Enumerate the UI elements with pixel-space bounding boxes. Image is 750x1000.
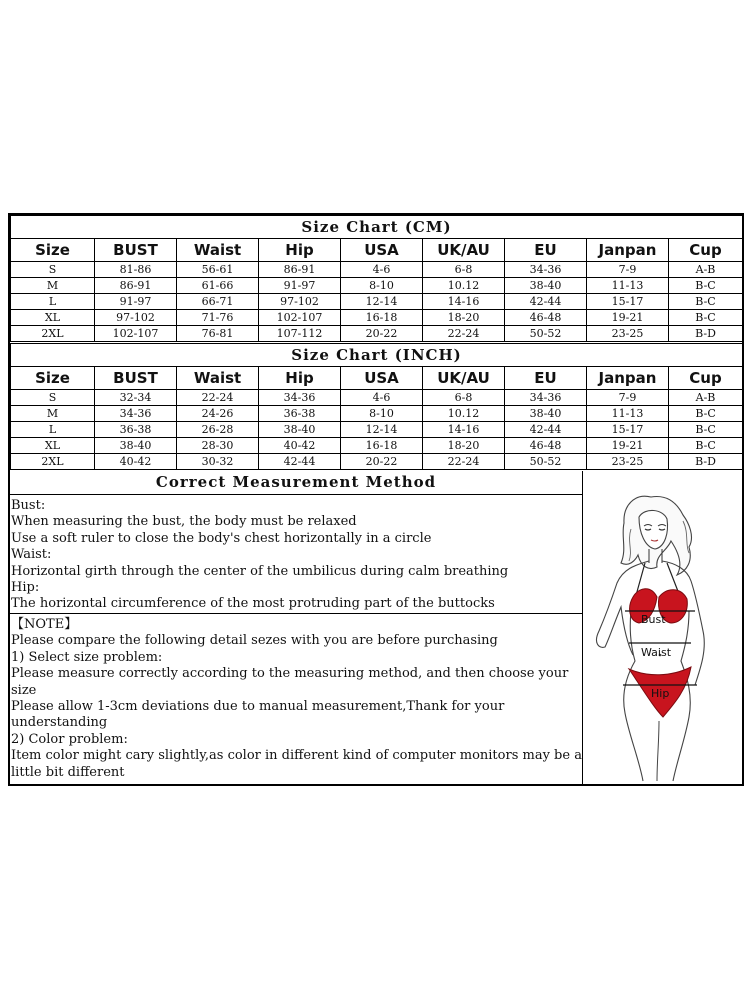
note-line: 【NOTE】 — [11, 617, 78, 632]
table-cell: 34-36 — [505, 262, 587, 278]
table-row — [11, 310, 743, 326]
table-cell: B-D — [669, 326, 743, 342]
column-header: USA — [341, 367, 423, 390]
column-header: Janpan — [587, 367, 669, 390]
column-header: Hip — [259, 367, 341, 390]
table-cell: B-C — [669, 422, 743, 438]
method-line: Waist: — [11, 547, 52, 563]
table-cell: M — [11, 406, 95, 422]
table-cell: 28-30 — [177, 438, 259, 454]
column-header: Cup — [669, 367, 743, 390]
table-cell: 38-40 — [505, 406, 587, 422]
measurement-method-title: Correct Measurement Method — [10, 471, 583, 495]
table-cell: 50-52 — [505, 454, 587, 470]
table-cell: 6-8 — [423, 390, 505, 406]
table-cell: 10.12 — [423, 406, 505, 422]
note-line: Please measure correctly according to the measuring method, and then choose your size — [11, 666, 569, 698]
waist-label: Waist — [641, 646, 672, 659]
table-cell: 97-102 — [95, 310, 177, 326]
column-header: Cup — [669, 239, 743, 262]
note-line: Item color might cary slightly,as color in different kind of computer monitors may be a little bit different — [11, 748, 582, 780]
table-cell: 14-16 — [423, 294, 505, 310]
table-cell: S — [11, 262, 95, 278]
table-cell: B-C — [669, 406, 743, 422]
table-cell: 22-24 — [423, 326, 505, 342]
cm-table-title: Size Chart (CM) — [11, 216, 743, 239]
method-line: The horizontal circumference of the most protruding part of the buttocks — [11, 596, 495, 612]
column-header: Janpan — [587, 239, 669, 262]
table-cell: 61-66 — [177, 278, 259, 294]
table-row — [11, 294, 743, 310]
column-header: Size — [11, 367, 95, 390]
column-header: BUST — [95, 239, 177, 262]
table-cell: 42-44 — [259, 454, 341, 470]
note-line: 1) Select size problem: — [11, 649, 163, 665]
table-cell: 20-22 — [341, 326, 423, 342]
table-cell: 18-20 — [423, 310, 505, 326]
table-cell: 46-48 — [505, 310, 587, 326]
table-cell: A-B — [669, 390, 743, 406]
table-cell: L — [11, 422, 95, 438]
table-cell: 15-17 — [587, 422, 669, 438]
table-cell: 32-34 — [95, 390, 177, 406]
table-cell: 30-32 — [177, 454, 259, 470]
hip-label: Hip — [651, 687, 670, 700]
table-row — [11, 438, 743, 454]
table-cell: B-C — [669, 294, 743, 310]
table-cell: 19-21 — [587, 438, 669, 454]
table-cell: B-C — [669, 438, 743, 454]
column-header: Hip — [259, 239, 341, 262]
method-line: Use a soft ruler to close the body's chest horizontally in a circle — [11, 530, 432, 546]
table-cell: M — [11, 278, 95, 294]
table-cell: 20-22 — [341, 454, 423, 470]
table-cell: S — [11, 390, 95, 406]
table-cell: 6-8 — [423, 262, 505, 278]
table-cell: 8-10 — [341, 406, 423, 422]
table-cell: 40-42 — [95, 454, 177, 470]
method-line: Bust: — [11, 498, 46, 513]
table-cell: 86-91 — [95, 278, 177, 294]
column-header: USA — [341, 239, 423, 262]
table-cell: 102-107 — [95, 326, 177, 342]
table-cell: 81-86 — [95, 262, 177, 278]
table-cell: 46-48 — [505, 438, 587, 454]
column-header: UK/AU — [423, 367, 505, 390]
table-cell: 38-40 — [505, 278, 587, 294]
table-cell: 11-13 — [587, 278, 669, 294]
table-cell: A-B — [669, 262, 743, 278]
table-cell: 23-25 — [587, 454, 669, 470]
column-header: UK/AU — [423, 239, 505, 262]
table-cell: 22-24 — [177, 390, 259, 406]
table-cell: 66-71 — [177, 294, 259, 310]
table-row — [11, 422, 743, 438]
table-row — [11, 262, 743, 278]
table-cell: 34-36 — [505, 390, 587, 406]
table-cell: 86-91 — [259, 262, 341, 278]
table-cell: 4-6 — [341, 262, 423, 278]
table-cell: 38-40 — [95, 438, 177, 454]
note-line: 2) Color problem: — [11, 731, 128, 747]
measurement-instructions — [10, 495, 583, 614]
table-cell: 91-97 — [259, 278, 341, 294]
table-row — [11, 278, 743, 294]
table-cell: 23-25 — [587, 326, 669, 342]
table-cell: 12-14 — [341, 294, 423, 310]
table-row — [11, 406, 743, 422]
column-header: EU — [505, 367, 587, 390]
table-cell: 36-38 — [95, 422, 177, 438]
size-chart-inch-table — [10, 343, 743, 470]
table-cell: 102-107 — [259, 310, 341, 326]
method-line: Hip: — [11, 580, 40, 596]
method-line: Horizontal girth through the center of the umbilicus during calm breathing — [11, 563, 509, 579]
table-cell: 107-112 — [259, 326, 341, 342]
table-cell: 7-9 — [587, 390, 669, 406]
note-line: Please allow 1-3cm deviations due to manual measurement,Thank for your understanding — [11, 699, 505, 731]
method-line: When measuring the bust, the body must be relaxed — [11, 514, 357, 530]
table-cell: 16-18 — [341, 310, 423, 326]
bust-label: Bust — [641, 613, 666, 626]
column-header: Waist — [177, 239, 259, 262]
inch-table-title: Size Chart (INCH) — [11, 344, 743, 367]
table-cell: 50-52 — [505, 326, 587, 342]
size-chart-cm-table — [10, 215, 743, 342]
table-cell: 42-44 — [505, 294, 587, 310]
table-cell: 4-6 — [341, 390, 423, 406]
table-cell: B-D — [669, 454, 743, 470]
table-cell: 34-36 — [95, 406, 177, 422]
table-cell: 8-10 — [341, 278, 423, 294]
purchase-note — [10, 614, 583, 784]
table-cell: XL — [11, 438, 95, 454]
note-line: Please compare the following detail sezes with you are before purchasing — [11, 633, 498, 649]
table-cell: 42-44 — [505, 422, 587, 438]
column-header: EU — [505, 239, 587, 262]
table-cell: 10.12 — [423, 278, 505, 294]
table-cell: 97-102 — [259, 294, 341, 310]
table-cell: B-C — [669, 278, 743, 294]
woman-figure-illustration — [583, 471, 742, 784]
table-row — [11, 390, 743, 406]
table-cell: 7-9 — [587, 262, 669, 278]
table-cell: 2XL — [11, 326, 95, 342]
table-cell: 26-28 — [177, 422, 259, 438]
table-cell: 56-61 — [177, 262, 259, 278]
table-cell: 15-17 — [587, 294, 669, 310]
table-cell: 24-26 — [177, 406, 259, 422]
table-cell: 40-42 — [259, 438, 341, 454]
table-cell: 22-24 — [423, 454, 505, 470]
table-cell: B-C — [669, 310, 743, 326]
table-cell: 19-21 — [587, 310, 669, 326]
table-cell: 12-14 — [341, 422, 423, 438]
table-cell: 38-40 — [259, 422, 341, 438]
column-header: BUST — [95, 367, 177, 390]
table-cell: 14-16 — [423, 422, 505, 438]
column-header: Size — [11, 239, 95, 262]
table-row — [11, 454, 743, 470]
table-row — [11, 326, 743, 342]
table-cell: 76-81 — [177, 326, 259, 342]
table-cell: 2XL — [11, 454, 95, 470]
table-cell: XL — [11, 310, 95, 326]
column-header: Waist — [177, 367, 259, 390]
table-cell: 34-36 — [259, 390, 341, 406]
body-measurement-figure — [583, 471, 742, 784]
table-cell: 71-76 — [177, 310, 259, 326]
table-cell: L — [11, 294, 95, 310]
table-cell: 16-18 — [341, 438, 423, 454]
table-cell: 91-97 — [95, 294, 177, 310]
table-cell: 18-20 — [423, 438, 505, 454]
table-cell: 11-13 — [587, 406, 669, 422]
size-chart-sheet — [8, 213, 744, 786]
table-cell: 36-38 — [259, 406, 341, 422]
